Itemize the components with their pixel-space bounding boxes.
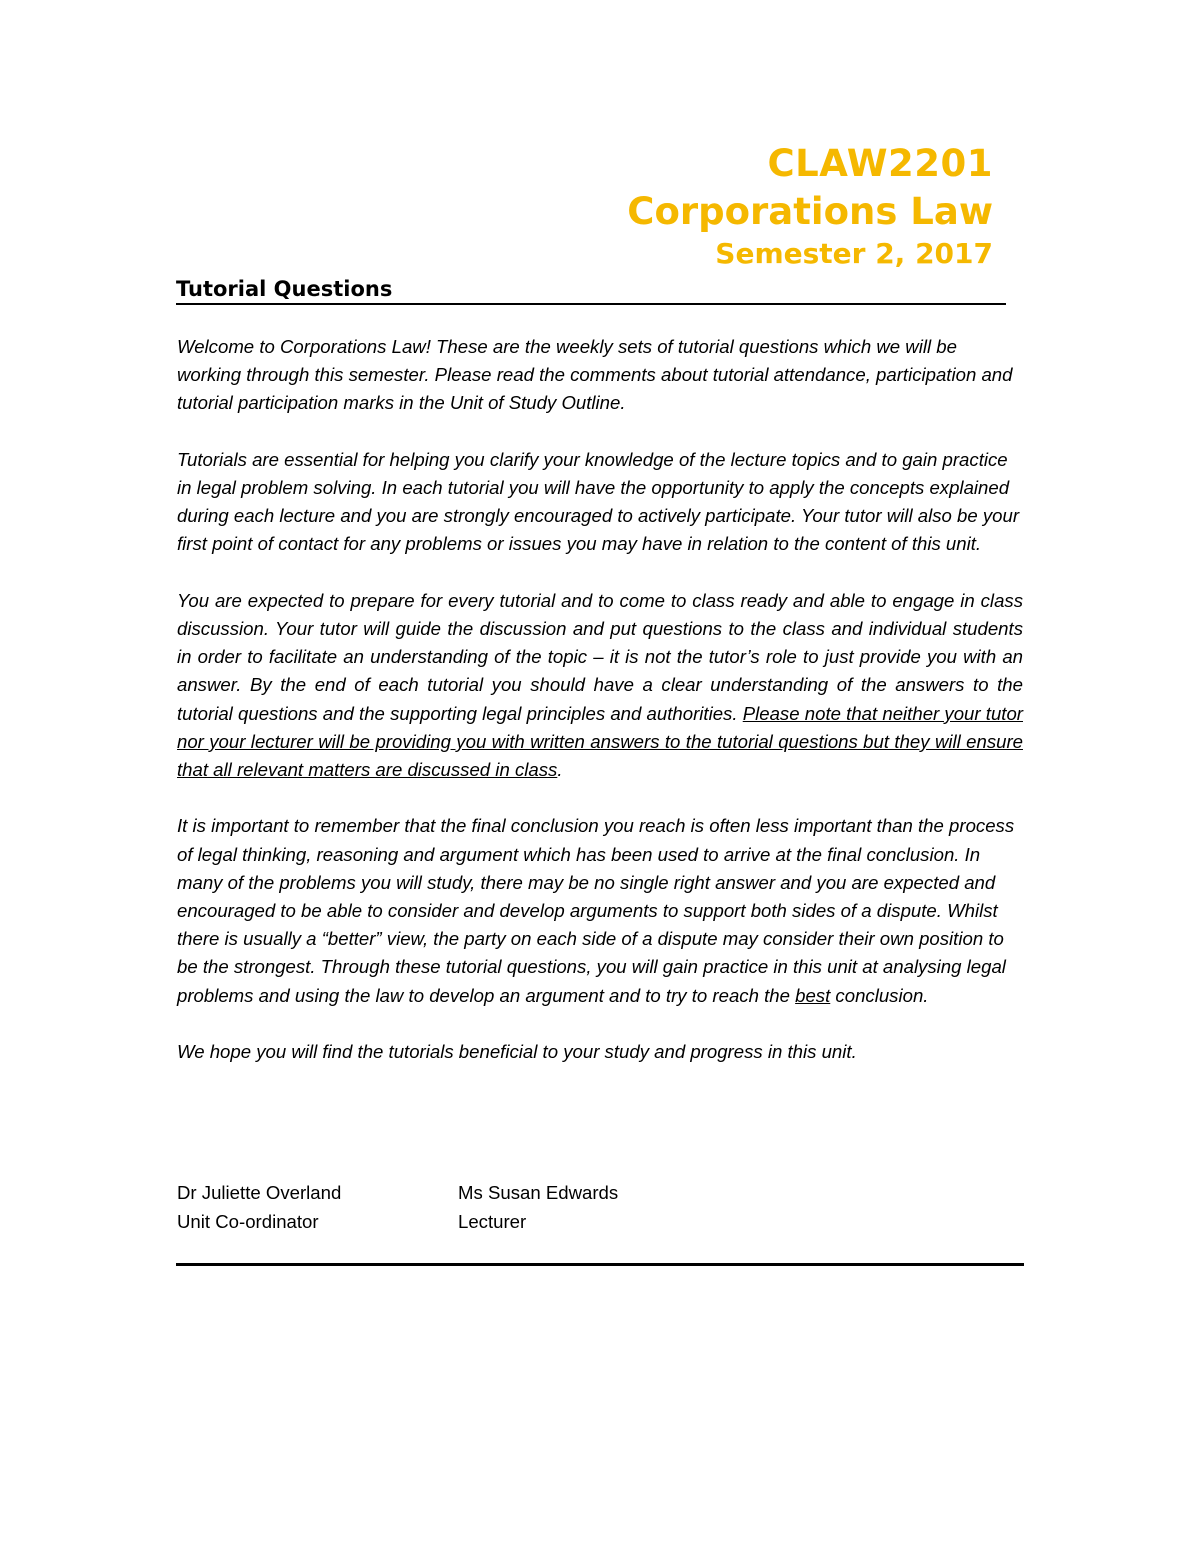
coordinator-role: Unit Co-ordinator: [177, 1211, 319, 1232]
course-code: CLAW2201: [767, 142, 993, 185]
paragraph-welcome: Welcome to Corporations Law! These are the weekly sets of tutorial questions which we will be working through this semester. Please read the comments about tutorial attendance, participation and tutorial participation marks in the Unit of Study Outline.: [177, 336, 1013, 414]
paragraph-expectations: [177, 587, 1023, 784]
paragraph-legal-reasoning-end: conclusion.: [830, 984, 929, 1006]
paragraph-tutorials-essential: Tutorials are essential for helping you clarify your knowledge of the lecture topics and to gain practice in legal problem solving. In each tutorial you will have the opportunity to apply the concepts explained during each lecture and you are strongly encouraged to actively participate. Your tutor will also be your first point of contact for any problems or issues you may have in relation to the content of this unit.: [177, 448, 1020, 555]
paragraph-expectations-end: .: [557, 759, 563, 781]
course-name: Corporations Law: [627, 190, 993, 233]
paragraph-legal-reasoning: [177, 812, 1023, 1009]
document-body: [177, 333, 1023, 1094]
bottom-divider: [176, 1263, 1024, 1266]
section-title: Tutorial Questions: [176, 277, 1006, 305]
paragraph-expectations-text: You are expected to prepare for every tutorial and to come to class ready and able to engage in class discussion. Your tutor will guide the discussion and put questions to the class and individual students in order to facilitate an understanding of the topic – it is not the tutor’s role to just provide you with an answer. By the end of each tutorial you should have a clear understanding of the answers to the tutorial questions and the supporting legal principles and authorities.: [177, 589, 1023, 724]
semester-label: Semester 2, 2017: [715, 237, 993, 270]
lecturer-name: Ms Susan Edwards: [458, 1182, 619, 1203]
coordinator-name: Dr Juliette Overland: [177, 1182, 342, 1203]
signature-lecturer: [458, 1178, 618, 1236]
emphasis-best: best: [795, 984, 831, 1006]
document-header: [627, 140, 993, 274]
paragraph-closing: We hope you will find the tutorials beneficial to your study and progress in this unit.: [177, 1041, 857, 1063]
signature-coordinator: [177, 1178, 341, 1236]
lecturer-role: Lecturer: [458, 1211, 527, 1232]
paragraph-expectations-note: Please note that neither your tutor nor your lecturer will be providing you with written answers to the tutorial questions but they will ensure that all relevant matters are discussed in class: [177, 702, 1023, 781]
paragraph-legal-reasoning-text: It is important to remember that the final conclusion you reach is often less important than the process of legal thinking, reasoning and argument which has been used to arrive at the final conclusion. In many of the problems you will study, there may be no single right answer and you are expected and encouraged to be able to consider and develop arguments to support both sides of a dispute. Whilst there is usually a “better” view, the party on each side of a dispute may consider their own position to be the strongest. Through these tutorial questions, you will gain practice in this unit at analysing legal problems and using the law to develop an argument and to try to reach the: [177, 815, 1015, 1006]
